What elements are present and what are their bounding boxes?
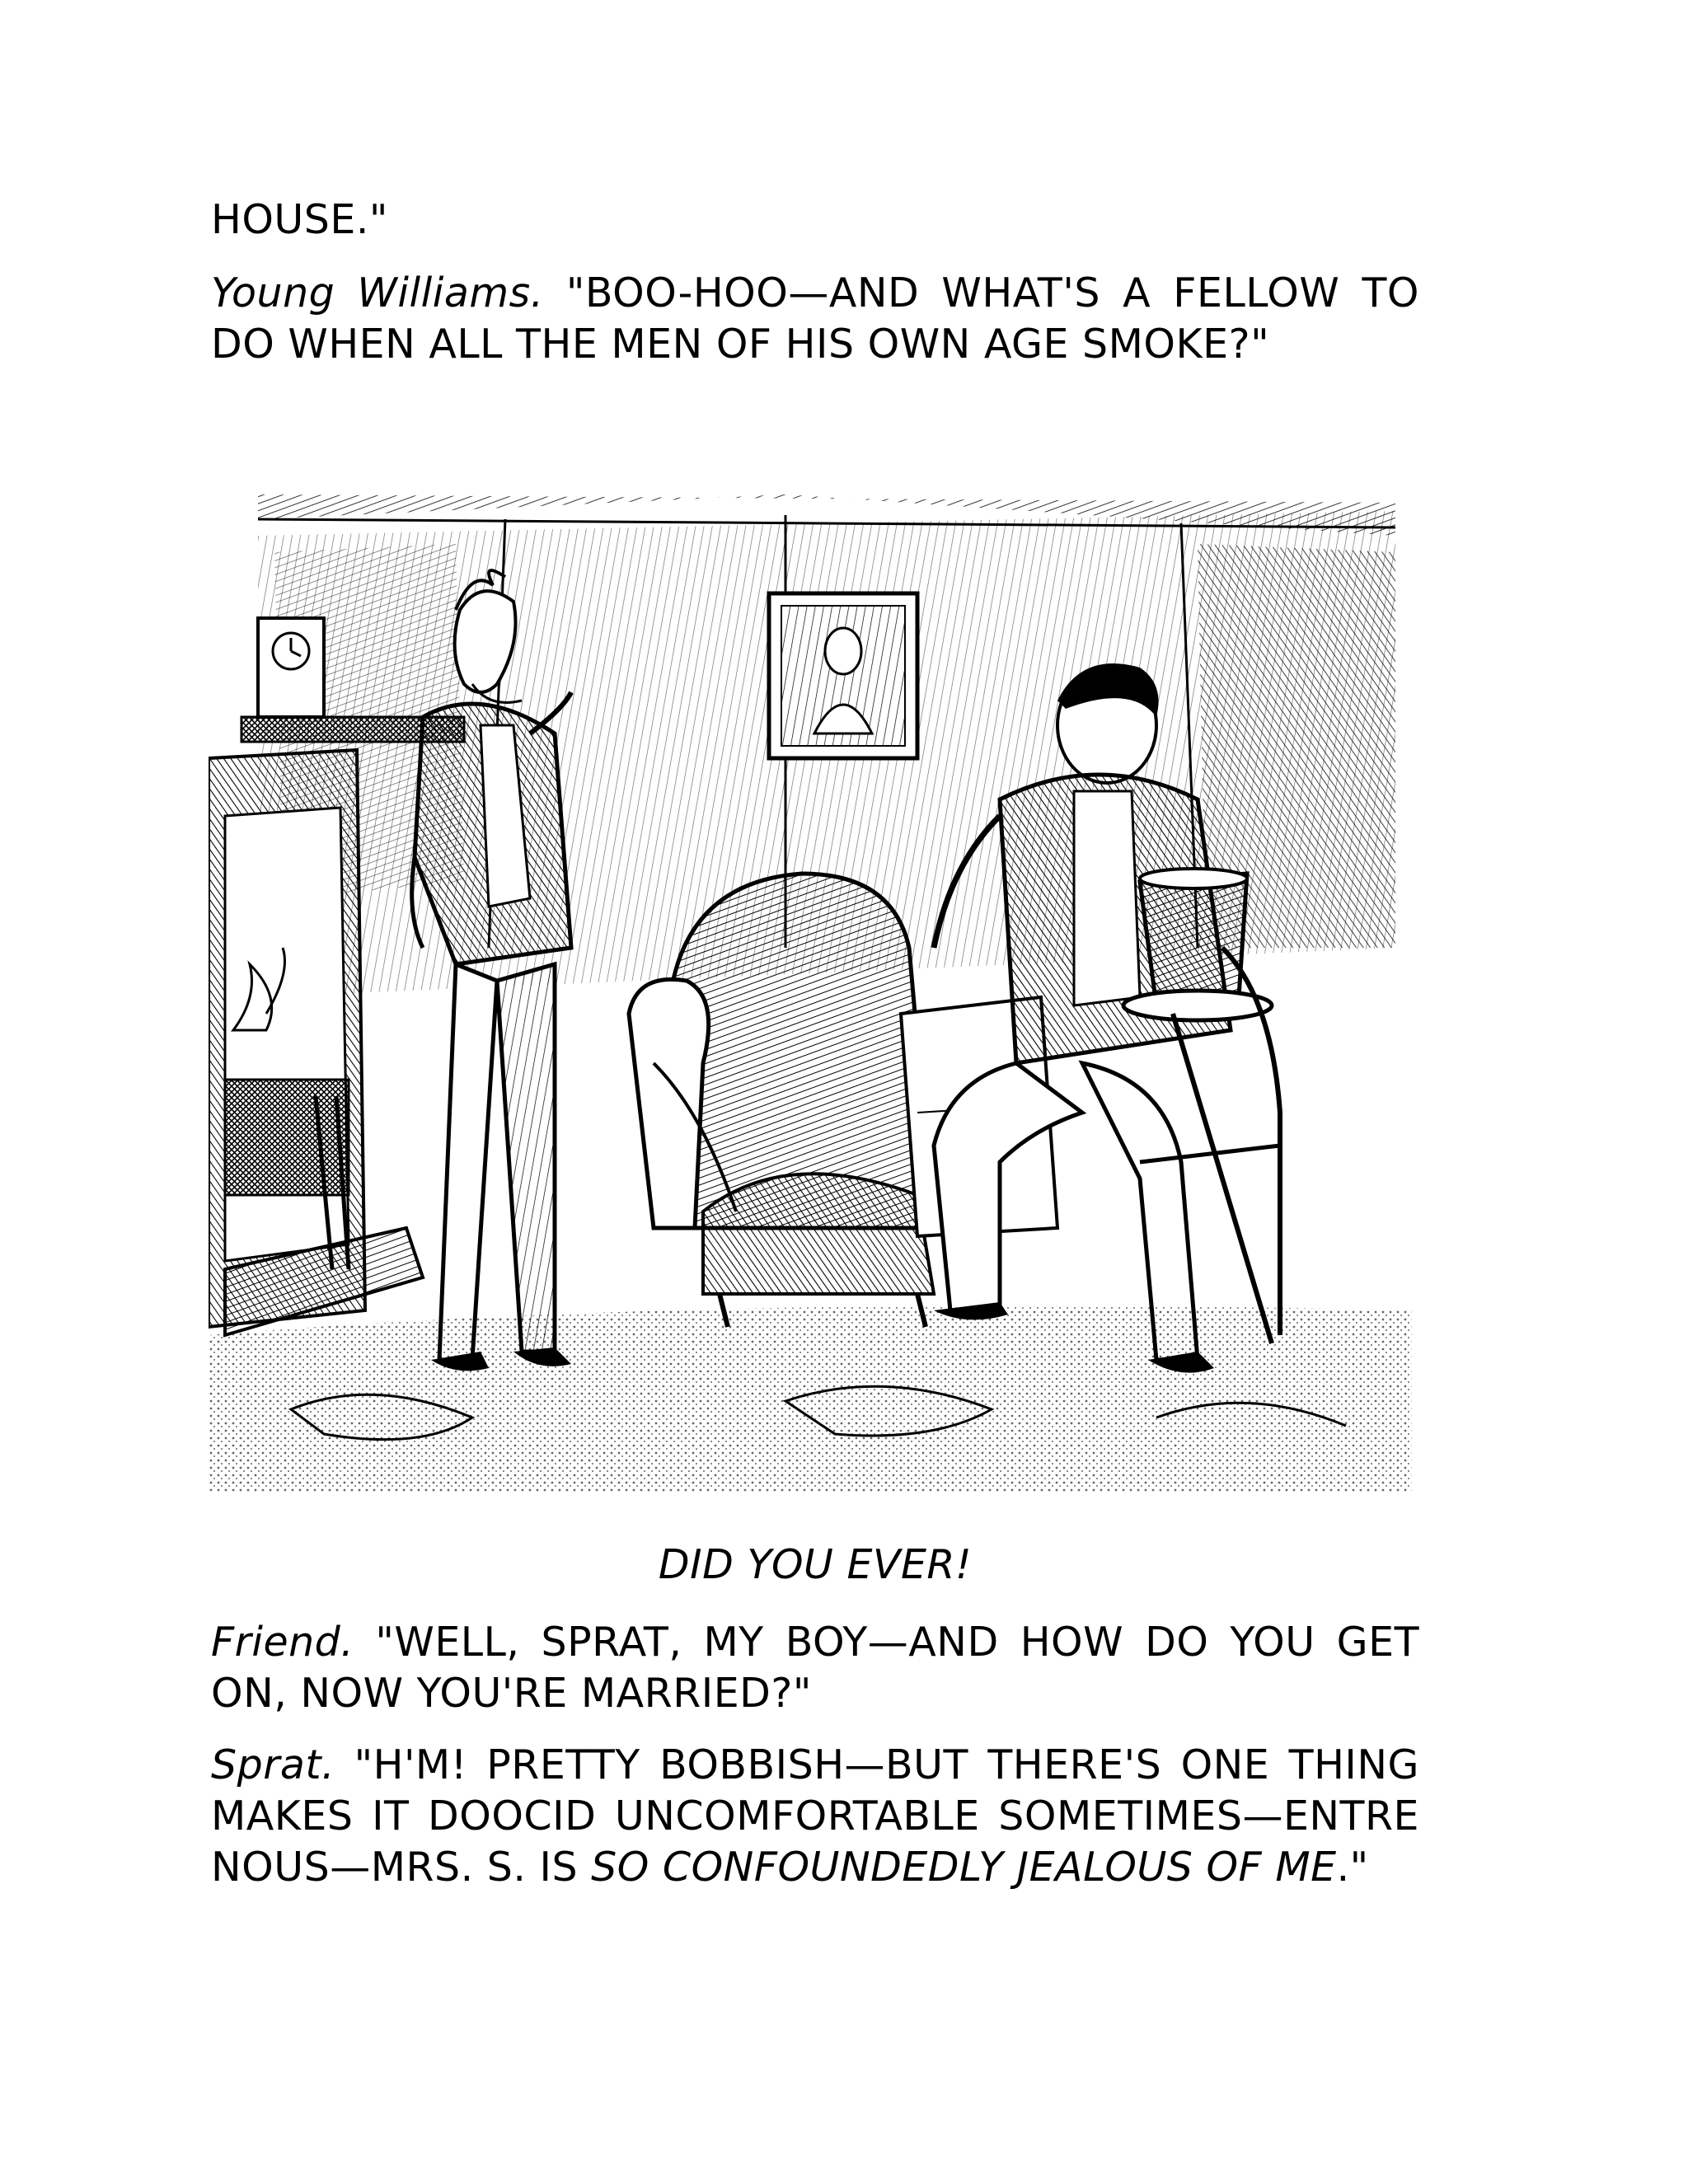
speaker-name: Sprat. (211, 1741, 335, 1788)
emphasis-text: SO CONFOUNDEDLY JEALOUS OF ME (591, 1844, 1337, 1891)
caption-text: DID YOU EVER! (658, 1541, 973, 1588)
carpet-floor (209, 1305, 1412, 1492)
paragraph-williams (211, 268, 1419, 370)
paragraph-sprat (211, 1740, 1419, 1893)
portrait-frame (769, 593, 917, 758)
paragraph-friend (211, 1617, 1419, 1719)
engraving-illustration (209, 486, 1420, 1500)
dialogue-text: "H'M! PRETTY BOBBISH—BUT THERE'S ONE THING MAKES IT DOOCID UNCOMFORTABLE SOMETIMES—ENTRE NOUS—MRS. S. IS (211, 1741, 1419, 1891)
continued-text: HOUSE." (211, 196, 388, 243)
dialogue-closing: ." (1336, 1844, 1369, 1891)
speaker-name: Young Williams. (211, 269, 544, 316)
dialogue-text: "BOO-HOO—AND WHAT'S A FELLOW TO DO WHEN ALL THE MEN OF HIS OWN AGE SMOKE?" (211, 269, 1419, 368)
speaker-name: Friend. (211, 1619, 354, 1666)
illustration-caption (211, 1540, 1419, 1591)
continued-line (211, 194, 1419, 246)
dialogue-text: "WELL, SPRAT, MY BOY—AND HOW DO YOU GET ON, NOW YOU'RE MARRIED?" (211, 1619, 1419, 1717)
